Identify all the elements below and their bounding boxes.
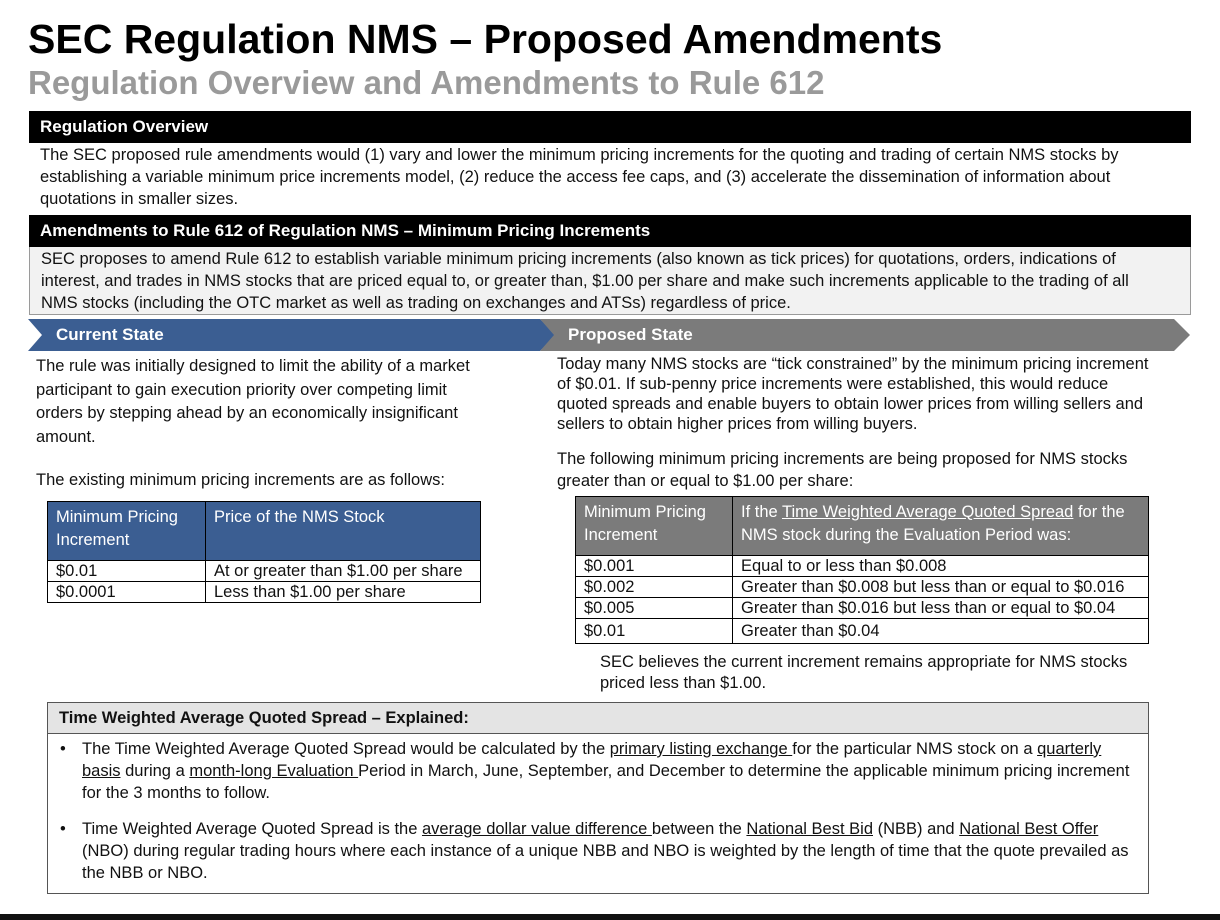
page-subtitle: Regulation Overview and Amendments to Rule 612 [28,64,825,101]
current-line: amount. [36,427,96,446]
table-cell: $0.005 [576,598,733,619]
table-row [576,556,1149,577]
bullet-text [82,818,1142,884]
table-header-cell [733,497,1149,556]
explained-heading: Time Weighted Average Quoted Spread – Explained: [47,702,1149,734]
table-header-cell: Minimum Pricing Increment [48,502,206,561]
header-underlined-term: Time Weighted Average Quoted Spread [781,503,1074,521]
table-header-row [48,502,481,561]
header-text: If the [741,503,782,521]
overview-text [40,144,1190,210]
text-run: Period in March, June, September, and December to determine the applicable minimum pricing increment for the 3 months to follow. [82,762,1130,802]
note-line: priced less than $1.00. [600,674,767,692]
table-header-row [576,497,1149,556]
current-state-text [36,355,526,449]
overview-line: quotations in smaller sizes. [40,190,239,208]
table-row [576,619,1149,644]
proposed-state-intro [557,448,1197,492]
proposed-state-text [557,354,1197,434]
proposed-intro-line: greater than or equal to $1.00 per share: [557,472,854,490]
underlined-term: National Best Bid [746,820,873,838]
bullet-icon: • [60,740,66,758]
current-state-banner [28,319,558,351]
current-line: The rule was initially designed to limit the ability of a market [36,357,470,375]
proposed-state-banner [540,319,1192,351]
current-state-label: Current State [56,325,164,344]
proposed-line: Today many NMS stocks are “tick constrained” by the minimum pricing increment [557,355,1149,373]
proposed-intro-line: The following minimum pricing increments are being proposed for NMS stocks [557,450,1128,468]
current-increments-table [47,501,481,603]
overview-line: establishing a variable minimum price increments model, (2) reduce the access fee caps, and (3) accelerate the dissemination of information about [40,168,1111,186]
table-header-cell: Price of the NMS Stock [206,502,481,561]
proposed-line: of $0.01. If sub-penny price increments were established, this would reduce [557,375,1109,393]
text-run: Time Weighted Average Quoted Spread is the [82,820,422,838]
proposed-line: quoted spreads and enable buyers to obtain lower prices from willing sellers and [557,395,1144,413]
underlined-term: average dollar value difference [421,820,652,838]
table-cell: $0.01 [48,561,206,582]
table-cell: Equal to or less than $0.008 [733,556,1149,577]
underlined-term: National Best Offer [959,820,1099,838]
table-row [48,582,481,603]
page-title: SEC Regulation NMS – Proposed Amendments [28,16,943,62]
current-state-intro: The existing minimum pricing increments are as follows: [36,471,445,489]
bullet-icon: • [60,820,66,838]
proposed-increments-table [575,496,1149,644]
text-run: during a [120,762,190,780]
text-run: (NBO) during regular trading hours where each instance of a unique NBB and NBO is weighted by the length of time that the quote prevailed as the NBB or NBO. [82,842,1129,882]
amendments-heading: Amendments to Rule 612 of Regulation NMS – Minimum Pricing Increments [29,215,1191,247]
underlined-term: month-long Evaluation [189,762,359,780]
text-run: The Time Weighted Average Quoted Spread would be calculated by the [82,740,610,758]
amendments-line: interest, and trades in NMS stocks that are priced equal to, or greater than, $1.00 per share and make such increments applicable to the trading of all [41,272,1129,290]
table-cell: At or greater than $1.00 per share [206,561,481,582]
table-cell: Greater than $0.04 [733,619,1149,644]
proposed-line: sellers to obtain higher prices from willing buyers. [557,415,918,433]
underlined-term: quarterly basis [82,740,1102,780]
amendments-line: NMS stocks (including the OTC market as well as trading on exchanges and ATSs) regardless of price. [41,294,791,312]
amendments-text [29,247,1191,315]
table-header-cell: Minimum Pricing Increment [576,497,733,556]
table-row [576,598,1149,619]
table-row [48,561,481,582]
text-run: (NBB) and [873,820,960,838]
current-line: orders by stepping ahead by an economically insignificant [36,404,458,422]
table-row [576,577,1149,598]
underlined-term: primary listing exchange [609,740,793,758]
table-cell: $0.01 [576,619,733,644]
table-cell: $0.001 [576,556,733,577]
current-line: participant to gain execution priority over competing limit [36,380,447,399]
bullet-text [82,738,1142,804]
proposed-state-label: Proposed State [568,325,693,344]
note-line: SEC believes the current increment remains appropriate for NMS stocks [600,653,1128,671]
table-cell: Greater than $0.008 but less than or equal to $0.016 [733,577,1149,598]
table-cell: Greater than $0.016 but less than or equal to $0.04 [733,598,1149,619]
amendments-line: SEC proposes to amend Rule 612 to establish variable minimum pricing increments (also known as tick prices) for quotations, orders, indications of [41,250,1116,268]
footer-divider [0,914,1220,920]
text-run: between the [651,820,747,838]
explained-body [47,733,1149,894]
table-cell: Less than $1.00 per share [206,582,481,603]
table-cell: $0.0001 [48,582,206,603]
header-text: for the NMS stock during the Evaluation Period was: [741,503,1125,544]
overview-line: The SEC proposed rule amendments would (1) vary and lower the minimum pricing increments for the quoting and trading of certain NMS stocks by [40,146,1119,164]
overview-heading: Regulation Overview [29,111,1191,143]
table-cell: $0.002 [576,577,733,598]
text-run: for the particular NMS stock on a [792,740,1038,758]
